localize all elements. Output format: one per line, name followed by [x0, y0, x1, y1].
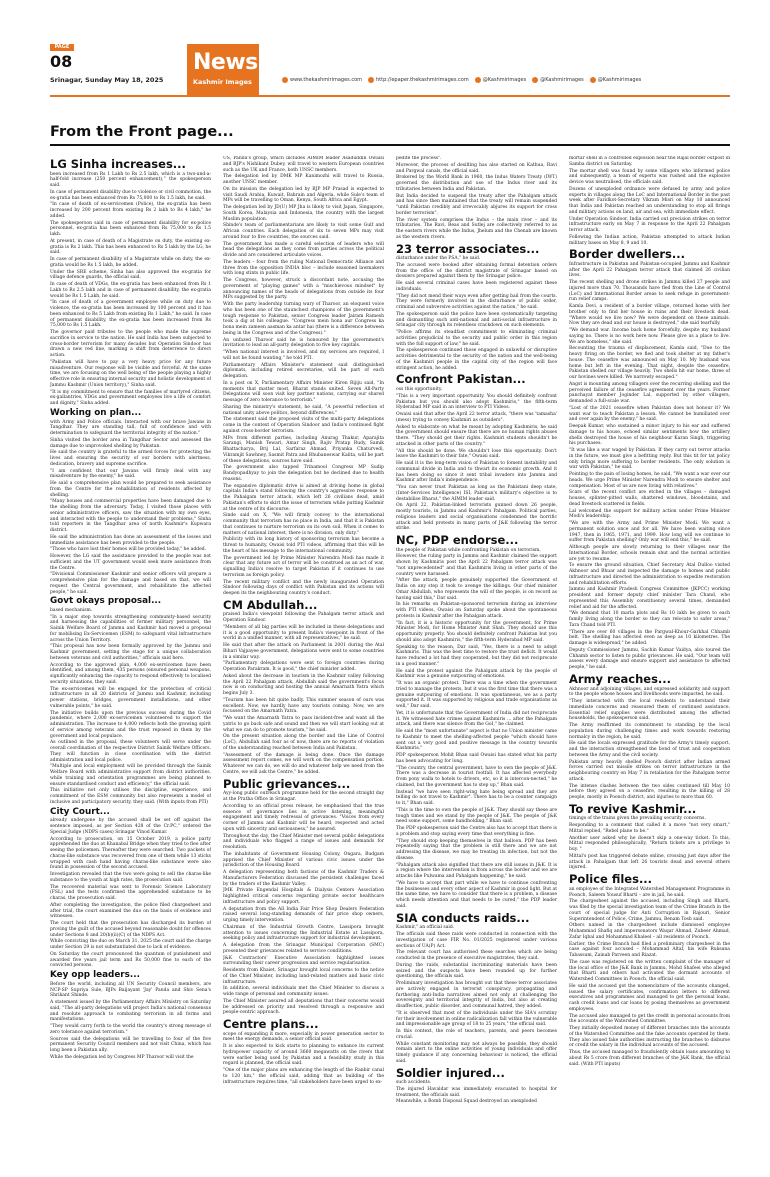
- article-headline: Key opp leaders...: [50, 970, 140, 981]
- article-paragraph: MPs from different parties, including Anurag Thakur, Aparajita Sarangi, Manish Tewari, Amar Singh, Rajiv Pratap Rudy, Samik Bhattacharya, Brij Lal, Sarfaraz Ahmad, Priyanka Chaturvedi, Vikramjit Sawhney, Sasmit Patra and Bhubaneswar Kalita, will be part of these delegations, sources have said.: [223, 435, 384, 464]
- masthead: [50, 44, 730, 96]
- article-paragraph: Parliamentary Affairs Minister's statement said distinguished diplomats, including retired secretaries, will be part of each delegation.: [223, 362, 384, 379]
- article-paragraph: "When national interest is involved, and my services are required, I will not be found wanting," he told PTI.: [223, 350, 384, 361]
- article-paragraph: scope of expanding it more, especially in power generation sector to meet the energy demands, a senior official said.: [223, 1031, 384, 1043]
- article-paragraph: mortar shell in a controlled explosion near the Rajal border outpost in Samba district on Saturday.: [569, 156, 730, 167]
- social-website[interactable]: [282, 77, 362, 83]
- article-paragraph: Following the Indian action, Pakistan attempted to attack Indian military bases on May 8, 9 and 10.: [569, 234, 730, 246]
- article-paragraph: The intense clashes between the two sides continued till May 10 before they agreed on a ceasefire, resulting in the killing of 28 people, mostly in Poonch district, and injuries to more than 60.: [569, 783, 730, 801]
- section-title: News: [193, 50, 258, 75]
- article-paragraph: with Army and Police officials. Interacted with our brave Jawans in Tangdhar. They are standing tall, full of confidence and with determination to safeguard the territorial integrity of the nation.": [50, 419, 211, 437]
- social-instagram[interactable]: [590, 77, 642, 83]
- article-paragraph: With the party leadership turning wary of Tharoor, an eloquent voice who has been one of the staunchest champions of the government's tough response to Pakistan, senior Congress leader Jairam Ramesh took a dig at his colleague. "Congress mein hona aur Congress ka hona mein zameen aasman ka antar hai (there is a difference between being in the Congress and of the Congress).": [223, 302, 384, 336]
- article-paragraph: Scars of the recent conflict are etched in the villages – damaged houses, splinter-pitted walls, shattered windows, bloodstains, and dead livestock scattered in fields.: [569, 490, 730, 507]
- article-paragraph: praised India's viewpoint following the Pahalgam terror attack and Operation Sindoor.: [223, 612, 384, 624]
- article-paragraph: "Multiple and local employment will be provided through the Sainik Welfare Board with administrative support from district authorities, while training and orientation programmes are being planned to ensure standardised conduct and efficiency," the official said.: [50, 764, 211, 787]
- article-paragraph: While convicting the duo on March 31, 2025 the court said the charge under Section 29 is not substantiated due to lack of evidence.: [50, 939, 211, 951]
- article-headline: Govt okays proposal...: [50, 596, 162, 607]
- article-paragraph: After completing the investigation, the police filed chargesheet and after trial, the court examined the duo on the basis of evidence and witnesses.: [50, 902, 211, 920]
- article-paragraph: The mortar shell was found by some villagers who informed police and subsequently, a team of experts was rushed and the explosive device was neutralised, the officials said.: [569, 168, 730, 185]
- article-paragraph: Instead "we have seen right-wing hate being spread and they are telling do not travel to Kashmir". There has to be a counter campaign to it," Bhan said.: [396, 789, 557, 807]
- article-paragraph: been increased from Rs 1 Lakh to Rs 2.5 lakh, which is a two-and-a-half-fold increase (250 percent enhancement)," the spokesperson said.: [50, 171, 211, 189]
- article-paragraph: Pointing to the pain of losing homes, he said, "We want a war over our heads. We urge Prime Minister Narendra Modi to ensure shelter and compensation. Most of us are now living with relatives.": [569, 472, 730, 489]
- article-paragraph: "In case of death of a government employee while on duty due to violence, the ex-gratia has been increased by 100 percent and it has been enhanced to Rs 5 Lakh from existing Rs 1 Lakh," he said. In case of permanent disability, the ex-gratia has been increased from Rs 75,000 to Rs 1.5 Lakh.: [50, 300, 211, 329]
- article-paragraph: "I am confident that our Jawans will firmly deal with any misadventure by the enemy," he said.: [50, 468, 211, 480]
- article-paragraph: Kashmir," an official said.: [396, 925, 455, 931]
- article-headline: City Court...: [50, 806, 110, 817]
- article-paragraph: "Divisional Commissioner Kashmir and senior officers will prepare a comprehensive plan for the damage and based on that, we will request the Central government, and rehabilitate the affected people," he said.: [50, 572, 211, 595]
- article-paragraph: "All this should be done. We shouldn't lose this opportunity. Don't leave the Kashmiri to their fate," Owaisi said.: [396, 448, 557, 460]
- article-paragraph: Sharing the ministry's statement, he said, "A powerful reflection of national unity above politics, beyond differences.": [223, 404, 384, 416]
- social-label: www.thekashmirimages.com: [290, 77, 363, 83]
- article-paragraph: The Congress, however, struck a discordant note, accusing the government of "playing games" with a "mischievous mindset" by announcing names of the heads of delegations from outside its four MPs suggested by the party.: [223, 278, 384, 301]
- article-paragraph: The chargesheet against the accused, including Singh and Bharti, was filed by the special investigation team of the Crime Branch in the court of special judge for Anti Corruption in Rajouri, Senior Superintendent of Police, Crime, Jammu, Benam Tosh said.: [569, 899, 730, 922]
- article-paragraph: Asked about the decrease in tourism in the Kashmir valley following the April 22 Pahalgam attack, Abdullah said the government's focus now is on conducting and hosting the annual Amarnath Yatra which begins July 3.: [223, 673, 384, 697]
- article-paragraph: already undergone by the accused shall be set off against the sentence imposed, as per Section 428 of the Cr.PC," ordered the Special Judge (NDPS cases) Srinagar Vinod Kumar.: [50, 818, 211, 835]
- article-paragraph: "This is a very important opportunity. You should definitely confront Pakistan but you should also adopt Kashmiris," the fifth-term Hyderabad MP said in an interview to PTI Videos.: [396, 393, 557, 411]
- instagram-icon: [590, 77, 596, 83]
- article-paragraph: "One of the major plans are enhancing the length of the Ranbir canal to 120 km," the official said, adding that as building of the infrastructure requires time, "all stakeholders have been urged to ex-: [223, 1068, 384, 1085]
- article-headline: SIA conducts raids...: [396, 910, 530, 925]
- article-paragraph: While constant monitoring may not always be possible, they should remain alert to the online activities of young individuals and offer timely guidance if any concerning behaviour is noticed, the official said.: [396, 1041, 557, 1064]
- article-paragraph: Speaking to the reason, Dar said, "Yes, there is a need to adopt Kashmiris. This was the best time to restore the trust deficit. It would have reduced a lot had they cooperated, but they did not reciprocate in a good manner.": [396, 644, 557, 667]
- article-paragraph: "In fact, it is a historic opportunity for the government, for Prime Minister Modi, for Home Minister Amit Shah. They should use this opportunity properly. You should definitely confront Pakistan but you should also adopt Kashmiris," the fifth-term Hyderabad MP said.: [396, 620, 557, 643]
- article-paragraph: In case of permanent disability due to violence or civil commotion, the ex-gratia has been enhanced from Rs 75,000 to Rs 1.5 lakh, he said.: [50, 189, 211, 201]
- page-number: 08: [50, 52, 73, 71]
- column-4: [569, 156, 730, 1156]
- article-paragraph: According to the approved plan, 4,000 ex-servicemen have been identified, and among them, 435 persons (ensured personal weapons, significantly enhancing the capacity to respond effectively to localised security situations, they said.: [50, 662, 211, 685]
- article-paragraph: An unfazed Tharoor said he is honoured by the government's invitation to lead an all-party delegation to five key capitals.: [223, 337, 384, 349]
- article-paragraph: Before the world, including all UN Security Council members, are NCP-SP Supriya Sule, BJPs Baijayant 'Jay' Panda and Shiv Sena's Shrikant Shinde.: [50, 981, 211, 999]
- article-paragraph: JMK Private Engendal Hospitals & Dialysis Centers Association highlighted critical concerns regarding private sector healthcare infrastructure and policy support.: [223, 888, 384, 905]
- article-paragraph: "It is my commitment to ensure that the families of martyred citizens, ex-gallantries, VDGs and government employees live a life of comfort and dignity," Sinha added.: [50, 389, 211, 407]
- article-paragraph: Thus, the accused managed to fraudulently obtain loans amounting to about Rs 5 crore from different branches of the J&K Bank, the official said. (With PTI inputs): [569, 1050, 730, 1067]
- article-paragraph: Recounting the trauma of displacement, Kamla said, "Due to the heavy firing on the border, we fled and took shelter at my father's house. The ceasefire was announced on May 10. My husband was home but left in the evening. That night, despite the ceasefire, Pakistan shelled our village heavily. Two shells hit our home, three of our bovines were killed. We narrowly escaped.": [569, 346, 730, 381]
- article-paragraph: "Police affirms its steadfast commitment to eliminating criminal activities prejudicial to the security and public order in this region with the full support of law," he said.: [396, 330, 557, 347]
- article-paragraph: Responding to a comment that called it a move "not very smart," Mittal replied, "Rebel plane to be.": [569, 823, 730, 834]
- article-paragraph: According to an official press release, he emphasised that the true essence of governance lies in active listening, meaningful engagement and timely redressal of grievances. "Voices from every corner of Jammu and Kashmir will be heard, respected and acted upon with sincerity and seriousness," he assured.: [223, 803, 384, 832]
- article-paragraph: They initially deposited money of different branches into the accounts of the Watershed Committee and the fake accounts operated by them. They also issued fake authorities instructing the branches to disburse or credit the salary in the individual accounts of the accused.: [569, 1026, 730, 1049]
- article-paragraph: It is also expected to kick starts to planning to enhance its current hydropower capacity of around 3660 megawatts on the rivers that were earlier being used by Pakistan and a feasibility study in this regard is planned, the official said.: [223, 1044, 384, 1067]
- article-paragraph: The accused also managed to get the credit in personal accounts from the accounts of the Watershed Committee.: [569, 1013, 730, 1025]
- article-paragraph: The expansive diplomatic drive is aimed at driving home in global capitals India's stand following the country's aggressive response to the Pahalgam terror attack, which left 26 civilians dead, amid Pakistan's efforts to skirt the issue of terrorism while putting Kashmir at the centre of its discourse.: [223, 483, 384, 512]
- article-paragraph: The recent military conflict and the newly inaugurated Operation Sindoor following days of conflict with Pakistan and its actions will deepen its the neighbouring country's conduct.: [223, 579, 384, 596]
- article-paragraph: "Tourism has been hit quite badly. This summer season of ours was excellent. Now, we hardly have any tourists coming. Now, we are focussed on the Amarnath Yatra.: [223, 697, 384, 715]
- article-paragraph: "It was an organic protest. There was a time when the government tried to manage the protests, but it was the first time that there was a genuine outpouring of emotions. It was spontaneous, we as a party supported it. It was supported by religious and trade organisations as well," Dar said.: [396, 681, 557, 710]
- article-headline: Police files...: [569, 872, 653, 887]
- article-paragraph: The officials said these raids were conducted in connection with the investigation of case FIR No. 01/2025 registered under various sections of UA(P) Act.: [396, 932, 557, 949]
- article-headline: Working on plan...: [50, 407, 142, 418]
- article-paragraph: A delegation representing both factions of the Kashmir Traders & Manufacturers Federation discussed the persistent challenges faced by the traders of the Kashmir Valley.: [223, 870, 384, 887]
- article-paragraph: In case of permanent disability of a Magistrate while on duty, the ex-gratia would be Rs 1.5 lakh, he added.: [50, 257, 211, 268]
- article-paragraph: The PDP spokesperson said the Centre also has to accept that there is a problem and stop saying every time that everything is fine.: [396, 826, 557, 837]
- article-paragraph: "In a major step towards strengthening community-based security and harnessing the capabilities of former military personnel, the Sainik Welfare Board of Jammu and Kashmir had moved a proposal for mobilising Ex-Servicemen (ESM) to safeguard vital infrastructure across the Union Territory.: [50, 614, 211, 643]
- article-paragraph: The delegation led by DMK MP Kanimozhi will travel to Russia, another UNSC member.: [223, 174, 384, 185]
- article-paragraph: The government has made a careful selection of leaders who will head the delegations as they come from parties across the political divide and are considered articulate voices.: [223, 241, 384, 258]
- article-paragraph: "The country, the central government, have to own the people of J&K. There was a decrease in tourist footfall. It has affected everybody from pony walla to hotels to drivers, etc, so it is intercon-nected," he claimed, but the government has to step up," Bhan said.: [396, 765, 557, 788]
- article-paragraph: In this context, the role of teachers, parents, and peers becomes crucial.: [396, 1029, 557, 1040]
- article-paragraph: Under the SRE scheme, Sinha has also approved the ex-gratia for village defence guards, the official said.: [50, 269, 211, 281]
- article-paragraph: However, the ruling party in Jammu and Kashmir claimed the support shown by Kashmiris post the April 22 Pahalgam terror attack was "not unprecedented" and that Kashmiris living in other parts of the country were harassed.: [396, 554, 557, 577]
- article-paragraph: "You can never trust Pakistan as long as the Pakistani deep state, (Inter-Services Intelligence) ISI, Pakistan's military's objective is to destabilise Bharat," the AIMIM leader said.: [396, 485, 557, 502]
- article-paragraph: Meanwhile, a Bomb Disposal Squad destroyed an unexploded: [396, 1099, 537, 1105]
- article-paragraph: "Many houses and commercial properties have been damaged due to the shelling from the adversary. Today, I visited those places with senior administrative officers, saw the situation with my own eyes, and interacted with the people to understand their problems," Sinha told reporters in the Tangdhar area of north Kashmir's Kupwara district.: [50, 499, 211, 534]
- social-label: @Kashmirimages: [482, 77, 527, 83]
- article-paragraph: Investigation revealed that the two were going to sell the charas-like substance to the youth at high rates, the prosecution said.: [50, 872, 211, 883]
- article-paragraph: The initiative builds upon the previous success during the Covid pandemic, where 2,000 ex-servicemen volunteered to support the administration. The increase to 4,000 reflects both the growing spirit of service among veterans and the trust reposed in them by the government and local populace.: [50, 710, 211, 739]
- article-paragraph: "In case of death of ex-servicemen (Police), the ex-gratia has been increased by 200 percent from existing Rs 2 lakh to Rs 4 lakh," he added.: [50, 202, 211, 219]
- article-paragraph: "Pahalgam attack also signified that there are still issues in J&K. It is a region where the intervention is from across the border and we are attacks like Pulwama and Pahalgam happening," he said.: [396, 862, 557, 880]
- article-paragraph: He said the "most unfortunate" aspect is that no Union minister came to Kashmir to meet the shelling-affected people "which should have sent out a very good and positive message in the country towards Kashmiris.": [396, 729, 557, 752]
- article-paragraph: Ayy-long public outreach programme held for the second straight day at the Pratha Office in Srinagar.: [223, 791, 384, 803]
- article-paragraph: He said a comprehensive plan would be prepared to seek assistance from the Centre for the rehabilitation of residents affected by shelling.: [50, 481, 211, 498]
- column-1: [50, 156, 211, 1156]
- article-paragraph: "Members of all big parties will be included in these delegations and it is a good opportunity to present India's viewpoint in front of the world in a unified manner, with all representatives," he said.: [223, 624, 384, 642]
- article-paragraph: Pakistan army heavily shelled Poonch district after Indian armed forces carried out missile strikes on terror infrastructure in the neighbouring country on May 7 in retaliation for the Pahalgam terror attack.: [569, 759, 730, 782]
- article-paragraph: He said the accused got the nomenclature of the accounts changed, issued the salary certificates, confirmation letters to different executives and programmes and managed to get the personal loans, cash credit loans and car loans by posing themselves as government employees.: [569, 983, 730, 1012]
- section-brand-box: [187, 44, 259, 96]
- article-paragraph: The court held that the prosecution has discharged its burden of proving the guilt of the accused beyond reasonable doubt for offences under Sections 8 and 20(b)(ii)(C) of the NDPS Act.: [50, 921, 211, 938]
- article-paragraph: He said the protest against the Pahalgam attack by the people of Kashmir was a genuine outpouring of emotions.: [396, 668, 557, 680]
- article-paragraph: disturbance under the PSA," he said.: [396, 256, 481, 262]
- article-paragraph: He said the administration has done an assessment of the losses and immediate assistance has been provided to the people.: [50, 534, 211, 546]
- x-icon: [532, 77, 538, 83]
- article-paragraph: While the delegation led by Congress MP Tharoor will visit the: [50, 1054, 194, 1060]
- article-paragraph: Dozens of unexploded ordnance were defused by army and police experts in villages along the LoC and International Border in the past week after Faridkot-Secretary Vikram Misri on May 10 announced that India and Pakistan reached an understanding to stop all firings and military actions on land, air and sea, with immediate effect.: [569, 186, 730, 215]
- article-paragraph: "They interacted with the local residents to understand their immediate concerns and reassured them of continued assistance. Essential relief supplies were distributed among the affected households, the spokesperson said.: [569, 699, 730, 722]
- social-links: [282, 75, 730, 85]
- article-paragraph: pedite the process".: [396, 156, 442, 161]
- column-3: [396, 156, 557, 1156]
- article-paragraph: But India decided to suspend the treaty after the Pahalgam attack and has since then maintained that the treaty will remain suspended "until Pakistan credibly and irrevocably abjures its support for cross border terrorism".: [396, 193, 557, 216]
- article-paragraph: The case was registered on the written complaint of the manager of the local office of the J&K Bank in Jammu, Mohd Shafeei who alleged that Bharti and others had activated the dormant accounts of Watershed Committees in Poonch, the official said.: [569, 959, 730, 983]
- article-paragraph: The accused were booked after obtaining formal detention orders from the office of the district magistrate of Srinagar based on dossiers prepared against them by the Srinagar police.: [396, 262, 557, 280]
- article-paragraph: The inhabitants of Government Housing Colony, Ongara, Budgam apprised the Chief Minister of various civic issues under the jurisdiction of the Housing Board.: [223, 851, 384, 869]
- article-paragraph: The injured Havaldar was immediately evacuated to hospital for treatment, the officials said.: [396, 1086, 557, 1098]
- article-paragraph: J&K Contractors' Executive Association highlighted issues surrounding their career progression and service regularisation.: [223, 955, 384, 967]
- article-paragraph: "Assessment of the damage is being done. Once the damage assessment report comes, we will work on the compensation portion. Whatever we can do, we will do and whatever help we need from the Centre, we will ask the Centre," he added.: [223, 752, 384, 775]
- article-paragraph: He said it is the long-term vision of Pakistan to foment instability and communal divide in India and to thwart its economic growth. And it has been doing so since it sent tribal invaders into Jammu and Kashmir after India's independence.: [396, 461, 557, 484]
- article-paragraph: "It was like a war waged by Pakistan. If they carry out terror attacks in the future, we must give a befitting reply. But this tit for tat policy only brings more suffering to border residents. The only solution is war with Pakistan," he said.: [569, 448, 730, 471]
- article-paragraph: Infrastructure in Pakistan and Pakistan-occupied Jammu and Kashmir after the April 22 Pahalgam terror attack that claimed 26 civilian lives.: [569, 261, 730, 279]
- header-rule: [50, 95, 730, 97]
- article-paragraph: A deputation from the All India Fair Price Shop Dealers Federation raised several long-standing demands of fair price shop owners, urging timely intervention.: [223, 906, 384, 924]
- article-paragraph: "They would carry forth to the world the country's strong message of zero tolerance against terrorism.": [50, 1024, 211, 1035]
- article-paragraph: Another user asked why he doesn't skip a one-way ticket. To this, Mittal responded philosophically, "Return tickets are a privilege to buy. ": [569, 835, 730, 853]
- article-paragraph: Others named in the chargesheet include dismissed employee Mohammad Shafiq and impersonators Waqar Ahmad, Zubeer Ahmad, Zafar Iqbal and Mohammad Khaleel – all residents of Poonch.: [569, 923, 730, 940]
- banner-title: From the Front page...: [50, 124, 234, 140]
- article-paragraph: The governor paid tributes to the people who made the supreme sacrifice in service to the nation. He said India has been subjected to cross-border terrorism for many decades but Operation Sindoor has drawn a new red line, marking a shift from deterrence to direct action.: [50, 330, 211, 359]
- article-paragraph: The relevant court has authorised these searches which are being conducted in the presence of executive magistrates, they said.: [396, 950, 557, 962]
- article-paragraph: He said that after the attack on Parliament in 2001 during the Atal Bihari Vajpayee government, delegations were sent to some countries in a similar way.: [223, 643, 384, 660]
- article-paragraph: Mittal's post has triggered debate online, crossing just days after the attack in Pahalgam that left 26 tourists dead and several others injured.: [569, 853, 730, 871]
- social-epaper[interactable]: [368, 77, 469, 83]
- article-headline: 23 terror associates...: [396, 241, 540, 256]
- article-paragraph: The ex-servicemen will be engaged for the protection of critical infrastructure in all 20 districts of Jammu and Kashmir, including power stations, bridges, government installations, and other vulnerable points," he said.: [50, 686, 211, 709]
- article-headline: Border dwellers...: [569, 247, 686, 262]
- article-headline: NC, PDP endorse...: [396, 533, 519, 548]
- article-headline: CM Abdullah...: [223, 597, 318, 612]
- globe-icon: [282, 77, 288, 83]
- article-paragraph: US, Panda's group, which includes AIMIM leader Asaduddin Owaisi and BJP's Nishikant Dubey, will travel to western European countries such as the UK and France, both UNSC members.: [223, 156, 384, 173]
- article-paragraph: In a post on X, Parliamentary Affairs Minister Kiren Rijiju said, "In moments that matter most, Bharat stands united. Seven All-Party Delegations will soon visit key partner nations, carrying our shared message of zero tolerance to terrorism.": [223, 380, 384, 403]
- article-paragraph: Asked to elaborate on what he meant by adopting Kashmiris, he said the government should ensure that there are no human rights abuses there. "They should get their rights. Kashmiri students shouldn't be attacked in other parts of the country.": [396, 424, 557, 447]
- article-paragraph: A delegation from the Srinagar Municipal Corporation (SMC) presented their grievances related to service conditions.: [223, 943, 384, 954]
- article-paragraph: PDP spokesperson Mohit Bhan said Owaisi has stated what his party has been advocating for long.: [396, 753, 557, 764]
- article-paragraph: Moreover, the process of desilting has also started on Kathua, Ravi and Pargwal canals, the official said.: [396, 162, 557, 174]
- article-paragraph: Owaisi said that after the April 22 terror attack, "there was 'tamasha' (mess) trying to convey Kashmiri as outsiders".: [396, 412, 557, 423]
- article-paragraph: "We demand that 10 marla plots and Rs 10 lakh be given to each family living along the border so they can relocate to safer areas," Tara Chand told PTI.: [569, 611, 730, 628]
- article-paragraph: Jammu and Kashmir Pradesh Congress Committee (JKPCC) working president and former deputy chief minister Tara Chand, who represented this Assembly constituency several times, demanded relief and aid for the affected.: [569, 587, 730, 610]
- article-paragraph: However, the LG said the assistance provided to the people was not sufficient and the UT government would seek more assistance from the Centre.: [50, 554, 211, 571]
- article-paragraph: He said several criminal cases have been registered against these individuals.: [396, 281, 557, 292]
- article-paragraph: the people of Pakistan while confronting Pakistan on terrorism.: [396, 547, 541, 553]
- article-paragraph: Under Operation Sindoor, India carried out precision strikes on terror infrastructure early on May 7 in response to the April 22 Pahalgam terror attack.: [569, 216, 730, 233]
- article-paragraph: timings of the trains given the prevailing security concerns.: [569, 816, 706, 822]
- article-paragraph: Although people are slowly returning to their villages near the International Border, schools remain shut and the normal activities are yet to resume.: [569, 545, 730, 562]
- article-paragraph: The government also tapped Trinamool Congress MP Sudip Bandyopadhyay to join the delegation but he declined due to health reasons.: [223, 465, 384, 482]
- article-paragraph: Chairman of the Industrial Growth Centre, Lassipora brought attention to issues concerning the Industrial Estate at Lassipora, seeking policy and infrastructure support for industrial development.: [223, 924, 384, 942]
- column-2: [223, 156, 384, 1156]
- section-subtitle: Kashmir Images: [193, 78, 252, 86]
- article-paragraph: He said the country is grateful to the armed forces for protecting the lives and ensuring the security of our borders with alertness, dedication, bravery and supreme sacrifice.: [50, 450, 211, 467]
- article-paragraph: "After the attack, people genuinely supported the Government of India on any step it took to avenge the killings. Our chief minister Omar Abdullah, who represents the will of the people, is on record as having said this," Dar said.: [396, 578, 557, 601]
- article-headline: Soldier injured...: [396, 1065, 505, 1080]
- issue-date: Srinagar, Sunday May 18, 2025: [50, 76, 164, 84]
- article-headline: Army reaches...: [569, 671, 672, 686]
- article-paragraph: The spokesperson continued those engaged in unlawful or disruptive activities detrimental to the security of the nation and the well-being of the Kashmiri people in the capital city of the region will face stringent action, he added.: [396, 348, 557, 371]
- article-paragraph: According to prosecution, on 15 October 2019, a police party apprehended the duo at Khanabal Bridge when they tried to flee after seeing the policemen. Thereafter they were searched. Two packets of charas-like substance was recovered from one of them while 13 sticks wrapped with cash hand having charas-like substance were also found in possession of the second accused.: [50, 836, 211, 871]
- article-paragraph: "We want the Amarnath Yatra to pass incident-free and want all the yatris to go back safe and sound and then we will start looking out at what we can do to promote tourism," he said.: [223, 716, 384, 733]
- social-label: http://epaper.thekashmirimages.com: [376, 77, 469, 83]
- article-paragraph: On April 22, Pakistan-linked terrorists gunned down 26 people, mostly tourists, in Jammu and Kashmir's Pahalgam. Political parties, religious leaders and social organisations condemned the horrific attack and held protests in many parts of J&K following the terror strike.: [396, 503, 557, 532]
- article-paragraph: The Chief Minister assured all deputations that their concerns would be addressed on priority and resolved through a responsive and people-centric approach.: [223, 998, 384, 1016]
- article-paragraph: Angst is mounting among villagers over the recurring shelling and the perceived failure of the ceasefire agreement over the years. Former panchayat member Joginder Lal, supported by other villagers, demanded a full-scale war.: [569, 381, 730, 405]
- article-paragraph: "We have to accept that part while we have to continue confronting the businesses and every other aspect of Kashmir in good light. But at the same time, we have to consider that there is a problem, a disease which needs attention and that needs to be cured," the PDP leader said.: [396, 880, 557, 909]
- article-headline: Confront Pakistan...: [396, 372, 526, 387]
- article-paragraph: The government led by Prime Minister Narendra Modi has made it clear that any future act of terror will be construed as an act of war, signalling India's resolve to target Pakistan if it continues to use terrorism as foreign policy.: [223, 555, 384, 578]
- article-paragraph: "They did not mend their ways even after getting bail from the courts. They were formerly involved in the disturbance of public order, criminal and subversive activities against the nation," he said.: [396, 293, 557, 311]
- article-paragraph: The delegation led by JD(U) MP Jha is likely to visit Japan, Singapore, South Korea, Malaysia and Indonesia, the country with the largest Muslim population.: [223, 205, 384, 222]
- article-headline: Public grievances...: [223, 776, 351, 791]
- article-paragraph: "We are with the Army and Prime Minister Modi. We want a permanent solution once and for all. We have been waiting since 1947, then in 1965, 1971, and 1999. How long will we continue to suffer from Pakistan shelling? Only war will end this," he said.: [569, 521, 730, 544]
- article-paragraph: "Parliamentary delegations were sent to foreign countries during Operation Parakram. It is good," the chief minister added.: [223, 661, 384, 673]
- article-paragraph: At present, in case of death of a Magistrate on duty, the existing ex-gratia is Rs 2 lakh. This has been enhanced to Rs 5 lakh by the LG, he said.: [50, 238, 211, 256]
- article-paragraph: In his remarks on Pakistan-sponsored terrorism during an interview with PTI videos, Owaisi on Saturday spoke about the spontaneous protests in Kashmir after the Pahalgam attack.: [396, 602, 557, 619]
- social-label: @Kashmirimages: [540, 77, 584, 83]
- article-paragraph: Sources said the delegations will be travelling to four of the five permanent Security Council members and not visit China, which has long been a Pakistan ally.: [50, 1036, 211, 1054]
- article-paragraph: As outlined in the proposal, these volunteers will serve under the overall coordination of the respective District Sainik Welfare Officers. They will function in close coordination with the district administration and local police.: [50, 740, 211, 763]
- article-paragraph: The spokesperson said the police have been systematically targeting and dismantling such anti-national and anti-social infrastructure in Srinagar city through its relentless crackdown on such elements.: [396, 311, 557, 329]
- article-paragraph: The leaders – four from the ruling National Democratic Alliance and three from the opposition INDIA bloc – include seasoned lawmakers with long stints in public life.: [223, 259, 384, 277]
- article-paragraph: "Those who have lost their homes will be provided today," he added.: [50, 547, 207, 553]
- article-paragraph: The river system comprises the Indus – the main river – and its tributaries. The Ravi, Beas and Sutlej are collectively referred to as the eastern rivers while the Indus, Jhelum and the Chenab are known as the western rivers.: [396, 217, 557, 240]
- article-paragraph: In addition, several individuals met the Chief Minister to discuss a wide range of personal and community issues.: [223, 986, 384, 998]
- article-paragraph: Publicity with its long history of sponsoring terrorism has become a threat to humanity, Owaisi told PTI videos, affirming that this will be the heart of his message to the international community.: [223, 537, 384, 554]
- article-paragraph: "Pakistan will have to pay a very heavy price for any future misadventure. Our response will be visible and forceful. At the same time, we are focusing on the well being of the people playing a highly effective role in ensuring internal security and holistic development of Jammu Kashmir (Union territory)," Sinha said.: [50, 359, 211, 388]
- article-paragraph: Deepak Kumar, who sustained a minor injury to his ear and suffered damage to his house, echoed similar sentiments how the artillery shells destroyed the house of his neighbour Karan Singh, triggering his purchases.: [569, 424, 730, 447]
- social-label: @Kashmirimages: [597, 77, 642, 83]
- article-paragraph: "It is observed that most of the individuals under the SIA's scrutiny for their involvement in online radicalization fall within the vulnerable and impressionable age group of 18 to 25 years," the official said.: [396, 1010, 557, 1028]
- article-paragraph: In case of death of VDGs, the ex-gratia has been enhanced from Rs 1 Lakh to Rs 2.5 lakh and in case of permanent disability, the ex-gratia would be Rs 1.5 Lakh, he said.: [50, 282, 211, 299]
- article-paragraph: To ensure the ground situation, Chief Secretary Atal Dulloo visited Akhnoor and Bhuar and inspected the damage to homes and public infrastructure and directed the administration to expedite restoration and rehabilitation efforts.: [569, 563, 730, 586]
- globe-icon: [368, 77, 374, 83]
- article-paragraph: The recent shelling and drone strikes in Jammu killed 27 people and injured more than 70. Thousands have fled from the Line of Control (LoC) and International Border areas to seek refuge in government-run relief camps.: [569, 280, 730, 303]
- page-banner: [50, 124, 730, 146]
- article-paragraph: Kamla Devi, a resident of a border village, returned home with her brother only to find her house in ruins and their livestock dead. "Where would we live now? We were dependent on these animals. Now they are dead and our house is destroyed," she said tearfully.: [569, 304, 730, 327]
- article-paragraph: "This proposal has now been formally approved by the Jammu and Kashmir government, setting the stage for a unique collaboration between veterans and civil authorities," officials said here.: [50, 644, 211, 661]
- article-paragraph: Akhnoor and adjoining villages, and expressed solidarity and support to the people whose houses and livelihoods were impacted, he said.: [569, 686, 730, 698]
- social-facebook[interactable]: [475, 77, 527, 83]
- article-paragraph: This initiative not only utilises the discipline, experience, and commitment of the ESM community but also represents a model of inclusive and participatory security, they said. (With inputs from PTI): [50, 788, 211, 805]
- article-paragraph: such accidents.: [396, 1080, 432, 1086]
- article-paragraph: "We demand war. Income back home forcefully, despite my husband saying no. There is no work here now. Please give us a place to live. We are homeless," she said.: [569, 328, 730, 345]
- article-paragraph: He said the locals expressed gratitude for the Army's timely support, and the interaction strengthened the bond of trust and cooperation between the Army and the civil society.: [569, 741, 730, 758]
- article-paragraph: "This is the time to own the people of J&K. They should say these are tough times and we stand by the people of J&K. The people of J&K need some support, some handholding," Bhan said.: [396, 807, 557, 825]
- article-paragraph: Sinha visited the border area in Tangdhar Sector and assessed the damage due to unprovoked shelling by Pakistan.: [50, 437, 211, 449]
- page-tag: PAGE: [50, 44, 74, 51]
- article-paragraph: A statement issued by the Parliamentary Affairs Ministry on Saturday said, "The all-party delegations will project India's national consensus and resolute approach to combating terrorism in all forms and manifestations.: [50, 1000, 211, 1023]
- article-paragraph: On its mission the delegation led by BJP MP Prasad is expected to visit Saudi Arabia, Kuwait, Bahrain and Algeria, while Sule's team of MPs will be travelling to Oman, Kenya, South Africa and Egypt.: [223, 186, 384, 204]
- article-paragraph: Sinde said on X, "We will firmly convey to the international community that terrorism has no place in India, and that it is Pakistan that continues to nurture terrorism on its own soil. When it comes to matters of national interest, there is no division, only duty.": [223, 513, 384, 536]
- facebook-icon: [475, 77, 481, 83]
- article-paragraph: "They should stop keeping themselves in that balloon. PDP has been repeatedly saying that the problem is still there and we are not addressing the disease, we may be treating its infection, but not the disease.: [396, 838, 557, 861]
- article-headline: LG Sinha increases...: [50, 157, 186, 171]
- article-paragraph: During the raids, substantial incriminating materials have been seized and the suspects have been rounded up for further questioning, the officials said.: [396, 962, 557, 980]
- article-headline: Centre plans...: [223, 1017, 319, 1032]
- article-paragraph: Brokered by the World Bank in 1960, the Indus Waters Treaty (IWT) governed the distribution and use of the Indus river and its tributaries between India and Pakistan.: [396, 175, 557, 192]
- article-paragraph: "There are over 60 villages in the Pargwal-Khour-Garkhal Chhamb belt. The shelling has affected even as deep as 10 kilometres. The damage is widespread," he added.: [569, 629, 730, 647]
- article-paragraph: oss this opportunity.: [396, 387, 443, 393]
- article-paragraph: Yet, it is unfortunate that the Government of India did not reciprocate it. We witnessed hate crimes against Kashmiris ... after the Pahalgam attack, and there was silence from the GoI," he claimed.: [396, 710, 557, 728]
- article-paragraph: The statement said the proposed visits of the multi-party delegations come in the context of Operation Sindoor and India's continued fight against cross-border terrorism.: [223, 417, 384, 434]
- article-paragraph: Throughout the day, the Chief Minister met several public delegations and individuals who flagged a range of issues and demands for resolution.: [223, 833, 384, 851]
- article-paragraph: Lal welcomed the support for military action under Prime Minister Modi's leadership.: [569, 508, 730, 520]
- article-paragraph: an employee of the Integrated Watershed Management Programme in Poonch, Saleem Yousuf Bharti – are in jail, he said.: [569, 886, 730, 898]
- article-paragraph: based mechanism.: [50, 607, 93, 613]
- article-paragraph: Deputy Commissioner Jammu, Sachin Kumar Vaidya, also toured the Chhamb sector to listen to public grievances. He said, "Our team will assess every damage and ensure support and assistance to affected people," he said.: [569, 647, 730, 671]
- article-paragraph: The spokesperson said in case of permanent disability for ex-police personnel, ex-gratia has been enhanced from Rs 75,000 to Rs 1.5 lakh.: [50, 220, 211, 238]
- article-headline: To revive Kashmir...: [569, 801, 697, 816]
- article-paragraph: Shinde's team of parliamentarians are likely to visit some Gulf and African countries. Each delegation of six to seven MPs may visit around four to five countries, the sources said.: [223, 223, 384, 240]
- article-paragraph: Residents from Khaiet, Srinagar brought local concerns to the notice of the Chief Minister, including land-related matters and basic civic infrastructure.: [223, 968, 384, 985]
- article-paragraph: On the present situation along the border and the Line of Control (LoC), Abdullah said four as of now, there are no reports of violation of the understanding reached between India and Pakistan.: [223, 734, 384, 751]
- article-paragraph: "Lost of the 2021 ceasefire when Pakistan does not honour it? We want war to teach Pakistan a lesson. We cannot be humiliated over and over again by the enemy," he said.: [569, 405, 730, 423]
- article-paragraph: The recovered material was sent to Forensic Science Laboratory (FSL) and the tests confirmed the apprehended substance to be charas, the prosecution said.: [50, 884, 211, 902]
- article-paragraph: Preliminary investigation has brought out that these terror associates are actively engaged in terrorist conspiracy, propagating and furthering anti-India narratives aimed not only at challenging the sovereignty and territorial integrity of India, but also at creating disaffection, public disorder, and communal hatred, they added.: [396, 981, 557, 1010]
- article-paragraph: The Army reaffirmed its commitment to standing by the local population during challenging times and work towards restoring normalcy in the region, he said.: [569, 723, 730, 740]
- article-paragraph: Earlier, the Crime Branch had filed a preliminary chargesheet in the case against four accused – Mohammad Altaf, his wife Ruksana Tabassum, Zainab Parveen and Riazat.: [569, 941, 730, 959]
- social-x[interactable]: [532, 77, 584, 83]
- article-paragraph: On Saturday the court pronounced the quantum of punishment and awarded five years jail term and Rs 50,000 fine to each of the convicted persons.: [50, 951, 211, 969]
